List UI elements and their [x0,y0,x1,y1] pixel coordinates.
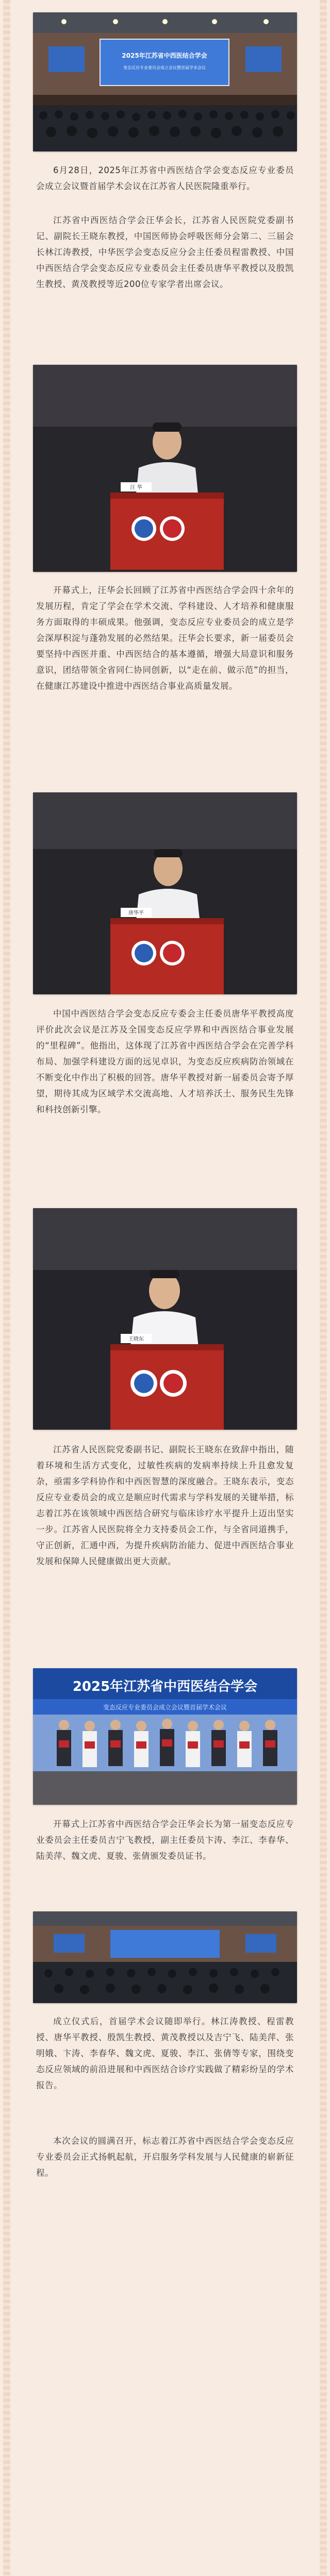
certificate-group-photo [33,1668,297,1805]
paragraph-intro: 6月28日，2025年江苏省中西医结合学会变态反应专业委员会成立会议暨首届学术会议在江苏省人民医院隆重举行。 [36,165,294,191]
conference-hall-photo [33,12,297,151]
paragraph-wang-xiaodong: 江苏省人民医院党委副书记、副院长王晓东在致辞中指出，随着环境和生活方式变化，过敏性疾病的发病率持续上升且愈发复杂，亟需多学科协作和中西医智慧的深度融合。王晓东表示，变态反应专业委员会的成立是顺应时代需求与学科发展的关键举措，标志着江苏在该领域中西医结合研究与临床诊疗水平提升上迈出坚实一步。江苏省人民医院将全力支持委员会工作，与全省同道携手，守正创新，汇通中西，为提升疾病防治能力、促进中西医结合事业发展和保障人民健康做出更大贡献。 [36,1445,294,1566]
speaker-3-nameplate: 王晓东 [128,1336,144,1342]
left-decoration-strip [3,0,10,2576]
paragraph-academic-session: 成立仪式后，首届学术会议随即举行。林江涛教授、程雷教授、唐华平教授、殷凯生教授、黄茂教授以及吉宁飞、陆美萍、张明娥、卞涛、李春华、魏文虎、夏骏、李江、张倩等专家，围绕变态反应领域的前沿进展和中西医结合诊疗实践做了精彩纷呈的学术报告。 [36,2016,294,2090]
speaker-photo-1 [33,365,297,572]
paragraph-certificates: 开幕式上江苏省中西医结合学会汪华会长为第一届变态反应专业委员会主任委员吉宁飞教授，副主任委员卞涛、李江、李春华、陆美萍、魏文虎、夏骏、张倩颁发委员证书。 [36,1819,294,1861]
right-decoration-strip [320,0,327,2576]
academic-session-photo [33,1911,297,2003]
academic-session-illustration [33,1911,297,2003]
group-banner-line1: 2025年江苏省中西医结合学会 [72,1679,258,1694]
group-photo-illustration [33,1668,297,1805]
speaker-1-illustration [33,365,297,572]
hall-banner-line1: 2025年江苏省中西医结合学会 [122,52,207,59]
speaker-1-nameplate: 汪 华 [130,485,142,490]
speaker-2-nameplate: 唐华平 [128,910,144,916]
paragraph-tang-huaping: 中国中西医结合学会变态反应专委会主任委员唐华平教授高度评价此次会议是江苏及全国变态反应学界和中西医结合事业发展的“里程碑”。他指出，这体现了江苏省中西医结合学会在完善学科布局、加强学科建设方面的远见卓识，为变态反应疾病防治领域在不断变化中作出了积极的回答。唐华平教授对新一届委员会寄予厚望，期待其成为区域学术交流高地、人才培养沃土、服务民生先锋和科技创新引擎。 [36,1009,294,1114]
speaker-photo-3 [33,1208,297,1430]
speaker-photo-2 [33,792,297,994]
paragraph-attendees: 江苏省中西医结合学会汪华会长，江苏省人民医院党委副书记、副院长王晓东教授，中国医师协会呼吸医师分会第二、三届会长林江涛教授，中华医学会变态反应分会主任委员程雷教授、中国中西医结合学会变态反应专业委员会主任委员唐华平教授以及殷凯生教授、黄茂教授等近200位专家学者出席会议。 [36,215,294,289]
hall-banner-line2: 变态反应专业委员会成立会议暨首届学术会议 [123,65,206,70]
paragraph-conclusion: 本次会议的圆满召开，标志着江苏省中西医结合学会变态反应专业委员会正式扬帆起航，开启服务学科发展与人民健康的崭新征程。 [36,2136,294,2178]
conference-hall-illustration [33,12,297,151]
paragraph-opening: 开幕式上，汪华会长回顾了江苏省中西医结合学会四十余年的发展历程，肯定了学会在学术交流、学科建设、人才培养和健康服务方面取得的丰硕成果。他强调，变态反应专业委员会的成立是学会深厚积淀与蓬勃发展的必然结果。汪华会长要求，新一届委员会要坚持中西医并重、中西医结合的基本遵循，增强大局意识和服务意识，团结带领全省同仁协同创新，以“走在前、做示范”的担当，在健康江苏建设中推进中西医结合事业高质量发展。 [36,585,294,691]
speaker-2-illustration [33,792,297,994]
group-banner-line2: 变态反应专业委员会成立会议暨首届学术会议 [103,1704,227,1711]
speaker-3-illustration [33,1208,297,1430]
